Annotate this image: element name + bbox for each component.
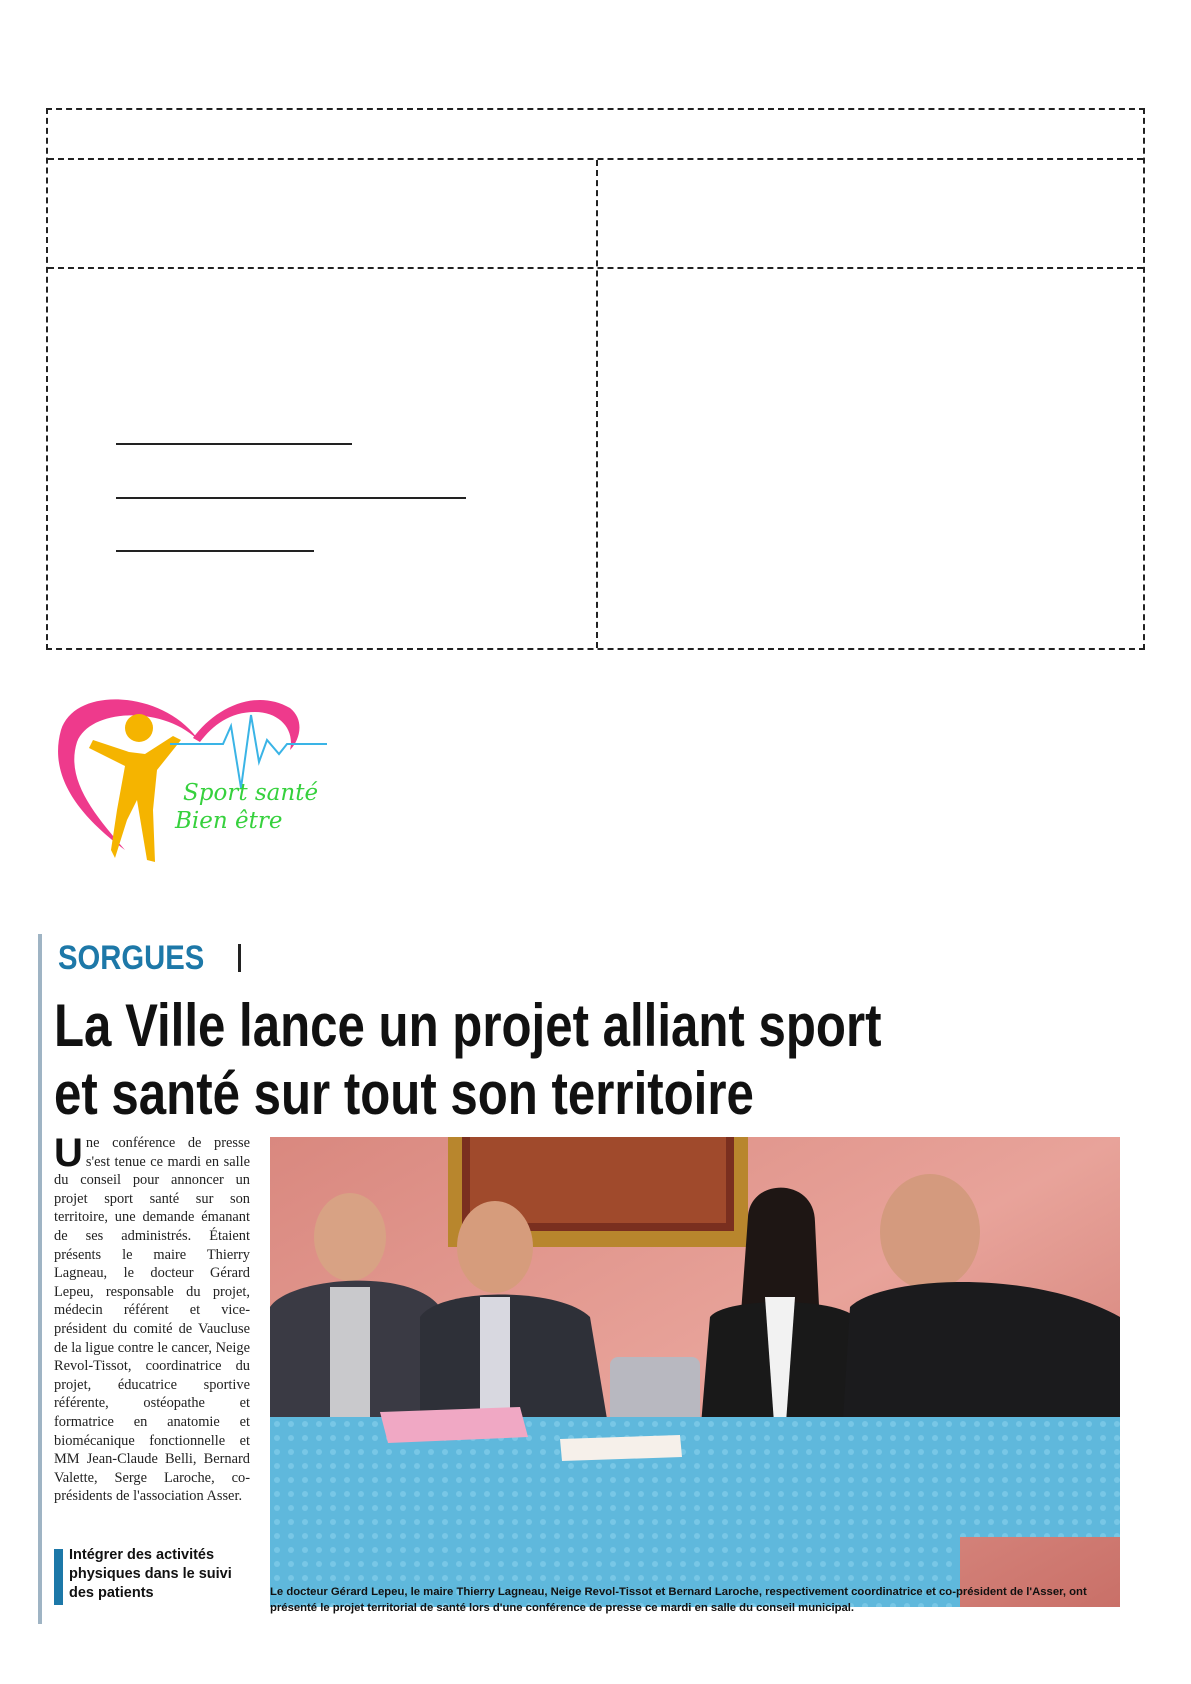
article-text: ne conférence de presse s'est tenue ce mardi en salle du conseil pour annoncer un projet sport santé sur son territoire, une demande émanant de ses administrés. Étaient présents le maire Thierry Lagneau, le docteur Gérard Lepeu, responsable du projet, médecin référent et vice-président du comité de Vaucluse de la ligue contre le cancer, Neige Revol-Tissot, coordinatrice du projet, éducatrice sportive référente, ostéopathe et formatrice en anatomie et biomécanique fonctionnelle et MM Jean-Claude Belli, Bernard Valette, Serge Laroche, co-présidents de l'association Asser. (54, 1135, 250, 1505)
form-column-divider (596, 160, 598, 648)
clipping-left-border (38, 934, 42, 1624)
section-tag: SORGUES (58, 939, 205, 977)
logo-text-line1: Sport santé (183, 780, 319, 806)
blank-line (116, 497, 466, 499)
article-subhead: Intégrer des activités physiques dans le suivi des patients (69, 1547, 232, 1601)
headline-line-2: et santé sur tout son territoire (54, 1060, 754, 1127)
photo-illustration (270, 1137, 1120, 1607)
newspaper-clipping (38, 934, 1120, 1624)
article-headline (54, 992, 956, 1128)
subhead-accent-bar (54, 1549, 63, 1605)
section-divider (238, 944, 241, 972)
press-conference-photo (270, 1137, 1120, 1607)
sport-sante-logo (55, 690, 355, 880)
drop-cap: U (54, 1131, 83, 1175)
blank-line (116, 443, 352, 445)
article-body (54, 1131, 250, 1506)
photo-caption: Le docteur Gérard Lepeu, le maire Thierry Lagneau, Neige Revol-Tissot et Bernard Laroche, respectivement coordinatrice et co-président de l'Asser, ont présenté le projet territorial de santé lors d'une conférence de presse ce mardi en salle du conseil municipal. (270, 1586, 1087, 1614)
headline-line-1: La Ville lance un projet alliant sport (54, 992, 882, 1059)
blank-line (116, 550, 314, 552)
logo-text-line2: Bien être (175, 808, 283, 834)
form-table (46, 108, 1145, 650)
